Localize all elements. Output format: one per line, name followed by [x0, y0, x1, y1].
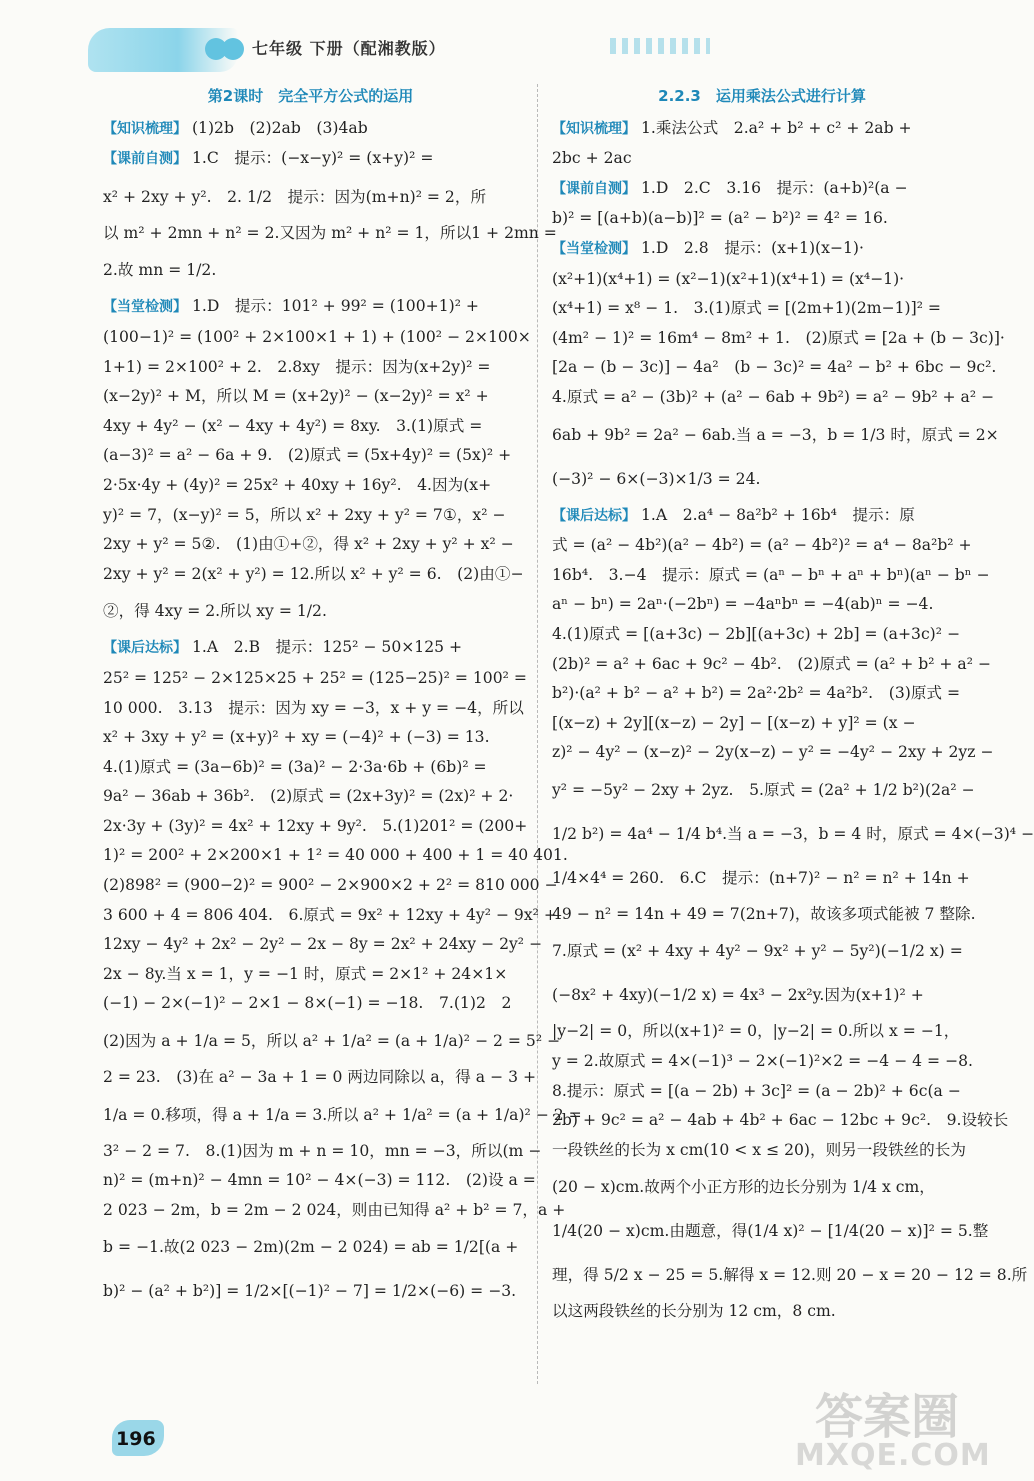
book-title: 七年级 下册（配湘教版）	[252, 39, 446, 58]
section-tag: 【当堂检测】	[103, 299, 187, 316]
section-title-right: 2.2.3 运用乘法公式进行计算	[658, 87, 866, 105]
answer-line: 2b) + 9c² = a² − 4ab + 4b² + 6ac − 12bc + 9c². 9.设较长	[552, 1111, 1009, 1130]
answer-line: 49 − n² = 14n + 49 = 7(2n+7)，故该多项式能被 7 整除.	[552, 904, 976, 923]
answer-line: b²)·(a² + b² − a² + b²) = 2a²·2b² = 4a²b². (3)原式 =	[552, 684, 961, 703]
answer-line: 【知识梳理】 1.乘法公式 2.a² + b² + c² + 2ab +	[552, 118, 912, 137]
answer-line: 7.原式 = (x² + 4xy + 4y² − 9x² + y² − 5y²)(−1/2 x) =	[552, 942, 963, 961]
answer-line: 以这两段铁丝的长分别为 12 cm，8 cm.	[552, 1302, 836, 1321]
answer-line: y² = −5y² − 2xy + 2yz. 5.原式 = (2a² + 1/2 b²)(2a² −	[552, 780, 975, 799]
answer-line: 【课后达标】 1.A 2.B 提示：125² − 50×125 +	[103, 638, 463, 657]
answer-line: [2a − (b − 3c)] − 4a² (b − 3c)² = 4a² − b² + 6bc − 9c².	[552, 358, 997, 377]
answer-line: (x−2y)² + M，所以 M = (x+2y)² − (x−2y)² = x² +	[103, 387, 489, 406]
answer-line: 4.原式 = a² − (3b)² + (a² − 6ab + 9b²) = a² − 9b² + a² −	[552, 387, 995, 406]
section-tag: 【课前自测】	[103, 151, 187, 168]
answer-line: 4.(1)原式 = (3a−6b)² = (3a)² − 2·3a·6b + (6b)² =	[103, 757, 487, 776]
answer-line: (100−1)² = (100² + 2×100×1 + 1) + (100² − 2×100×	[103, 327, 531, 346]
answer-line: 16b⁴. 3.−4 提示：原式 = (aⁿ − bⁿ + aⁿ + bⁿ)(aⁿ − bⁿ −	[552, 565, 990, 584]
answer-line: b = −1.故(2 023 − 2m)(2m − 2 024) = ab = 1/2[(a +	[103, 1238, 519, 1257]
left-column	[103, 82, 582, 1313]
answer-line: 3 600 + 4 = 806 404. 6.原式 = 9x² + 12xy + 4y² − 9x² +	[103, 905, 557, 924]
answer-line: 2xy + y² = 2(x² + y²) = 12.所以 x² + y² = 6. (2)由①−	[103, 564, 524, 583]
answer-line: 2 023 − 2m，b = 2m − 2 024，则由已知得 a² + b² = 7，a +	[103, 1200, 566, 1219]
answer-line: (2)898² = (900−2)² = 900² − 2×900×2 + 2² = 810 000 −	[103, 876, 558, 895]
answer-line: (4m² − 1)² = 16m⁴ − 8m² + 1. (2)原式 = [2a + (b − 3c)]·	[552, 328, 1005, 347]
answer-line: 1/a = 0.移项，得 a + 1/a = 3.所以 a² + 1/a² = (a + 1/a)² − 2 =	[103, 1105, 582, 1124]
page-number-badge	[112, 1420, 162, 1460]
answer-line: 2·5x·4y + (4y)² = 25x² + 40xy + 16y². 4.因为(x+	[103, 475, 492, 494]
answer-line: (2)因为 a + 1/a = 5，所以 a² + 1/a² = (a + 1/a)² − 2 = 5² −	[103, 1032, 561, 1051]
watermark	[795, 1378, 990, 1478]
answer-line: y = 2.故原式 = 4×(−1)³ − 2×(−1)²×2 = −4 − 4 = −8.	[552, 1052, 973, 1071]
answer-line: (−1) − 2×(−1)² − 2×1 − 8×(−1) = −18. 7.(1)2 2	[103, 994, 512, 1013]
answer-line: (−3)² − 6×(−3)×1/3 = 24.	[552, 469, 761, 488]
answer-line: (x²+1)(x⁴+1) = (x²−1)(x²+1)(x⁴+1) = (x⁴−1)·	[552, 269, 905, 288]
answer-line: 【当堂检测】 1.D 提示：101² + 99² = (100+1)² +	[103, 297, 479, 316]
answer-line: (x⁴+1) = x⁸ − 1. 3.(1)原式 = [(2m+1)(2m−1)]² =	[552, 299, 941, 318]
answer-line: 理，得 5/2 x − 25 = 5.解得 x = 12.则 20 − x = 20 − 12 = 8.所	[552, 1266, 1028, 1285]
column-divider	[537, 84, 538, 1384]
answer-line: 9a² − 36ab + 36b². (2)原式 = (2x+3y)² = (2x)² + 2·	[103, 787, 514, 806]
answer-line: 式 = (a² − 4b²)(a² − 4b²) = (a² − 4b²)² = a⁴ − 8a²b² +	[552, 536, 972, 555]
section-tag: 【课后达标】	[103, 640, 187, 657]
answer-line: 4.(1)原式 = [(a+3c) − 2b][(a+3c) + 2b] = (a+3c)² −	[552, 624, 961, 643]
answer-line: (20 − x)cm.故两个小正方形的边长分别为 1/4 x cm，	[552, 1178, 935, 1197]
answer-line: 6ab + 9b² = 2a² − 6ab.当 a = −3，b = 1/3 时，原式 = 2×	[552, 425, 999, 444]
answer-line: 2x − 8y.当 x = 1，y = −1 时，原式 = 2×1² + 24×1×	[103, 964, 508, 983]
answer-line: 1/4×4⁴ = 260. 6.C 提示：(n+7)² − n² = n² + 14n +	[552, 868, 970, 887]
answer-line: y)² = 7，(x−y)² = 5，所以 x² + 2xy + y² = 7①，x² −	[103, 505, 506, 524]
answer-line: 3² − 2 = 7. 8.(1)因为 m + n = 10，mn = −3，所以(m −	[103, 1141, 542, 1160]
answer-line: 一段铁丝的长为 x cm(10 < x ≤ 20)，则另一段铁丝的长为	[552, 1140, 966, 1159]
answer-line: [(x−z) + 2y][(x−z) − 2y] − [(x−z) + y]² = (x −	[552, 713, 916, 732]
answer-line: 2bc + 2ac	[552, 149, 632, 168]
header-right-decoration	[610, 38, 710, 54]
section-tag: 【课后达标】	[552, 507, 636, 524]
answer-line: b)² − (a² + b²)] = 1/2×[(−1)² − 7] = 1/2×(−6) = −3.	[103, 1282, 517, 1301]
answer-line: |y−2| = 0，所以(x+1)² = 0，|y−2| = 0.所以 x = −1，	[552, 1022, 960, 1041]
watermark-url: MXQE.COM	[795, 1438, 991, 1473]
answer-line: 以 m² + 2mn + n² = 2.又因为 m² + n² = 1，所以1 + 2mn =	[103, 223, 557, 242]
answer-line: 1/4(20 − x)cm.由题意，得(1/4 x)² − [1/4(20 − x)]² = 5.整	[552, 1222, 989, 1241]
answer-line: 2 = 23. (3)在 a² − 3a + 1 = 0 两边同除以 a，得 a − 3 +	[103, 1068, 537, 1087]
answer-line: (−8x² + 4xy)(−1/2 x) = 4x³ − 2x²y.因为(x+1)² +	[552, 986, 924, 1005]
header-bubble-icon	[222, 38, 244, 60]
section-tag: 【当堂检测】	[552, 240, 636, 257]
answer-line: 【知识梳理】 (1)2b (2)2ab (3)4ab	[103, 118, 368, 137]
answer-line: z)² − 4y² − (x−z)² − 2y(x−z) − y² = −4y² − 2xy + 2yz −	[552, 743, 994, 762]
answer-line: 2xy + y² = 5②. (1)由①+②，得 x² + 2xy + y² + x² −	[103, 535, 514, 554]
answer-line: 【课前自测】 1.C 提示：(−x−y)² = (x+y)² =	[103, 149, 434, 168]
answer-line: (2b)² = a² + 6ac + 9c² − 4b². (2)原式 = (a² + b² + a² −	[552, 654, 992, 673]
section-title-left: 第2课时 完全平方公式的运用	[207, 87, 414, 105]
answer-line: 10 000. 3.13 提示：因为 xy = −3，x + y = −4，所以	[103, 698, 524, 717]
page-header	[0, 0, 1000, 80]
answer-line: 8.提示：原式 = [(a − 2b) + 3c]² = (a − 2b)² + 6c(a −	[552, 1081, 961, 1100]
answer-line: 【当堂检测】 1.D 2.8 提示：(x+1)(x−1)·	[552, 238, 864, 257]
answer-line: n)² = (m+n)² − 4mn = 10² − 4×(−3) = 112. (2)设 a =	[103, 1171, 536, 1190]
answer-line: 2x·3y + (3y)² = 4x² + 12xy + 9y². 5.(1)201² = (200+	[103, 816, 528, 835]
section-tag: 【知识梳理】	[103, 120, 187, 137]
answer-line: 4xy + 4y² − (x² − 4xy + 4y²) = 8xy. 3.(1)原式 =	[103, 416, 483, 435]
answer-line: 【课后达标】 1.A 2.a⁴ − 8a²b² + 16b⁴ 提示：原	[552, 505, 915, 524]
answer-line: 1+1) = 2×100² + 2. 2.8xy 提示：因为(x+2y)² =	[103, 357, 491, 376]
right-column	[552, 82, 1034, 1327]
section-tag: 【知识梳理】	[552, 120, 636, 137]
left-answer-lines	[103, 114, 582, 1314]
right-answer-lines	[552, 114, 1034, 1327]
answer-line: aⁿ − bⁿ) = 2aⁿ·(−2bⁿ) = −4aⁿbⁿ = −4(ab)ⁿ = −4.	[552, 595, 934, 614]
answer-line: x² + 2xy + y². 2. 1/2 提示：因为(m+n)² = 2，所	[103, 187, 487, 206]
answer-line: (a−3)² = a² − 6a + 9. (2)原式 = (5x+4y)² = (5x)² +	[103, 446, 512, 465]
answer-line: x² + 3xy + y² = (x+y)² + xy = (−4)² + (−3) = 13.	[103, 728, 490, 747]
page-number: 196	[116, 1428, 156, 1450]
watermark-logo-text: 答案圈	[815, 1389, 960, 1445]
answer-line: 25² = 125² − 2×125×25 + 25² = (125−25)² = 100² =	[103, 668, 527, 687]
answer-line: b)² = [(a+b)(a−b)]² = (a² − b²)² = 4² = 16.	[552, 209, 888, 228]
section-tag: 【课前自测】	[552, 180, 636, 197]
answer-line: 1/2 b²) = 4a⁴ − 1/4 b⁴.当 a = −3，b = 4 时，原式 = 4×(−3)⁴ −	[552, 824, 1034, 843]
answer-line: ②，得 4xy = 2.所以 xy = 1/2.	[103, 602, 327, 621]
answer-line: 2.故 mn = 1/2.	[103, 261, 217, 280]
answer-line: 【课前自测】 1.D 2.C 3.16 提示：(a+b)²(a −	[552, 178, 908, 197]
answer-line: 1)² = 200² + 2×200×1 + 1² = 40 000 + 400 + 1 = 40 401.	[103, 846, 568, 865]
answer-line: 12xy − 4y² + 2x² − 2y² − 2x − 8y = 2x² + 24xy − 2y² −	[103, 935, 543, 954]
